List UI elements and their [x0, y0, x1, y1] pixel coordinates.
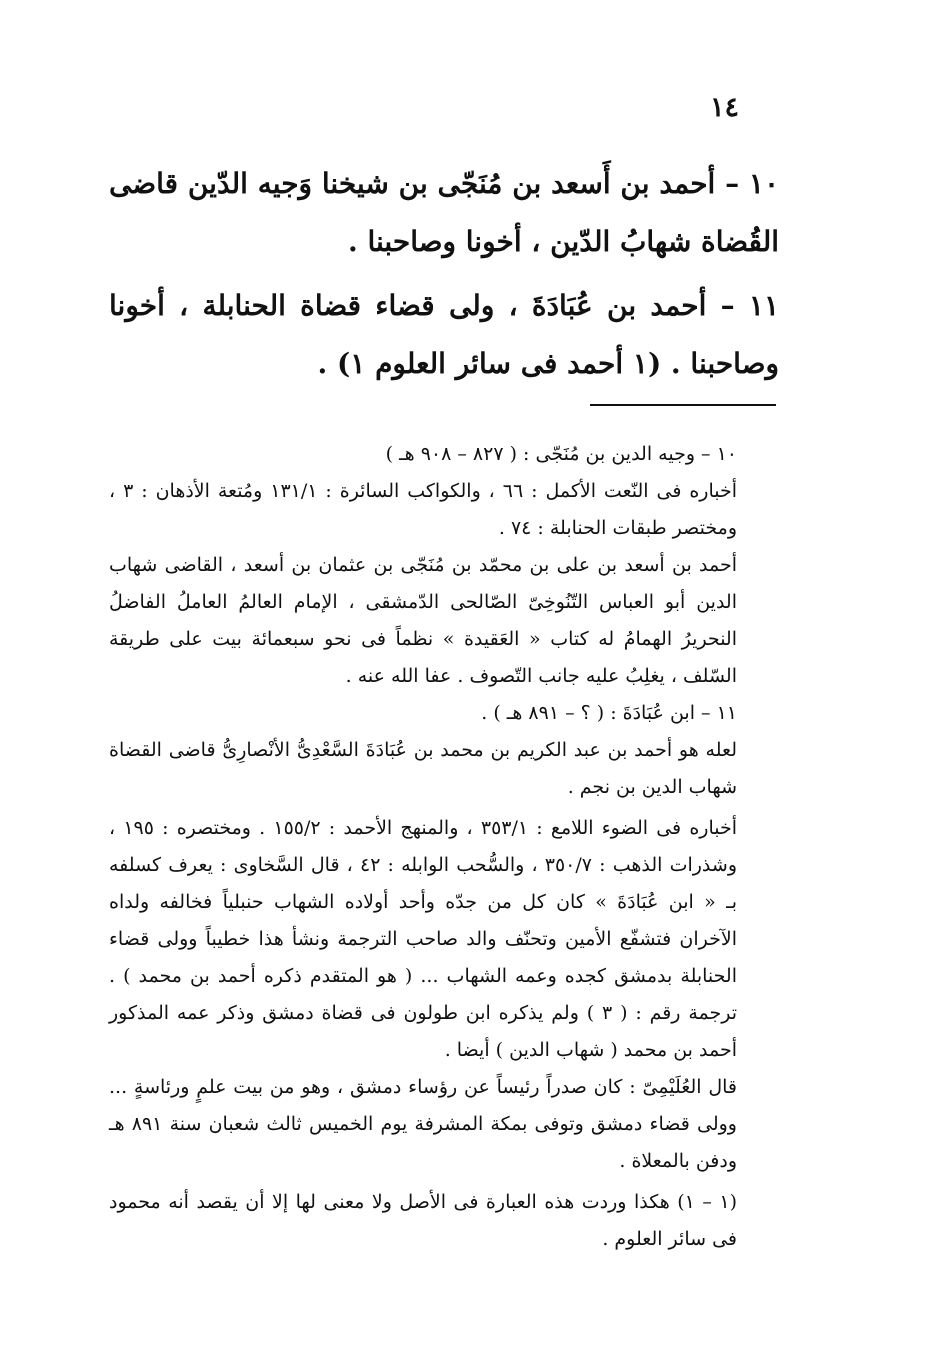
note-11-ulaymi: قال العُلَيْمِىّ : كان صدراً رئيساً عن رؤساء دمشق ، وهو من بيت علمٍ ورئاسةٍ ... وولى قضاء دمشق وتوفى بمكة المشرفة يوم الخميس ثالث شعبان سنة ٨٩١ هـ ودفن بالمعلاة .	[109, 1076, 737, 1172]
main-text	[109, 155, 779, 399]
note-10-title: ١٠ – وجيه الدين بن مُنَجّى : ( ٨٢٧ – ٩٠٨ هـ )	[385, 443, 737, 465]
entry-10: ١٠ – أحمد بن أَسعد بن مُنَجّى بن شيخنا وَجيه الدّين قاضى القُضاة شهابُ الدّين ، أخونا وصاحبنا .	[109, 167, 779, 258]
entry-11: ١١ – أحمد بن عُبَادَةَ ، ولى قضاء قضاة الحنابلة ، أخونا وصاحبنا . (١ أحمد فى سائر العلوم ١) .	[109, 289, 779, 380]
note-10-bio: أحمد بن أسعد بن على بن محمّد بن مُنَجّى بن عثمان بن أسعد ، القاضى شهاب الدين أبو العباس التّنُوخِىّ الصّالحى الدّمشقى ، الإمام العالمُ العاملُ الفاضلُ النحريرُ الهمامُ له كتاب « العَقيدة » نظماً فى نحو سبعمائة بيت على طريقة السّلف ، يغلِبُ عليه جانب التّصوف . عفا الله عنه .	[109, 554, 737, 687]
footnotes	[109, 436, 779, 1258]
note-11-title: ١١ – ابن عُبَادَةَ : ( ؟ – ٨٩١ هـ ) .	[481, 702, 737, 724]
note-11-sources: أخباره فى الضوء اللامع : ٣٥٣/١ ، والمنهج الأحمد : ١٥٥/٢ . ومختصره : ١٩٥ ، وشذرات الذهب : ٣٥٠/٧ ، والسُّحب الوابله : ٤٢ ، قال السَّخاوى : يعرف كسلفه بـ « ابن عُبَادَةَ » كان كل من جدّه وأحد أولاده الشهاب حنبلياً فخالفه ولداه الآخران فتشفّع الأمين وتحنّف والد صاحب الترجمة ونشأ هذا خطيباً وولى قضاء الحنابلة بدمشق كجده وعمه الشهاب ... ( هو المتقدم ذكره أحمد بن محمد ) . ترجمة رقم : ( ٣ ) ولم يذكره ابن طولون فى قضاة دمشق وذكر عمه المذكور أحمد بن محمد ( شهاب الدين ) أيضا .	[109, 817, 738, 1061]
note-10-sources: أخباره فى النّعت الأكمل : ٦٦ ، والكواكب السائرة : ١٣١/١ ومُتعة الأذهان : ٣ ، ومختصر طبقات الحنابلة : ٧٤ .	[109, 480, 738, 539]
note-1-1: (١ – ١) هكذا وردت هذه العبارة فى الأصل ولا معنى لها إلا أن يقصد أنه محمود فى سائر العلوم .	[109, 1191, 737, 1250]
note-11-identity: لعله هو أحمد بن عبد الكريم بن محمد بن عُبَادَةَ السَّعْدِىُّ الأنْصارِىُّ قاضى القضاة شهاب الدين بن نجم .	[109, 739, 737, 798]
page-number: ١٤	[709, 92, 739, 123]
footnote-divider	[590, 404, 776, 406]
